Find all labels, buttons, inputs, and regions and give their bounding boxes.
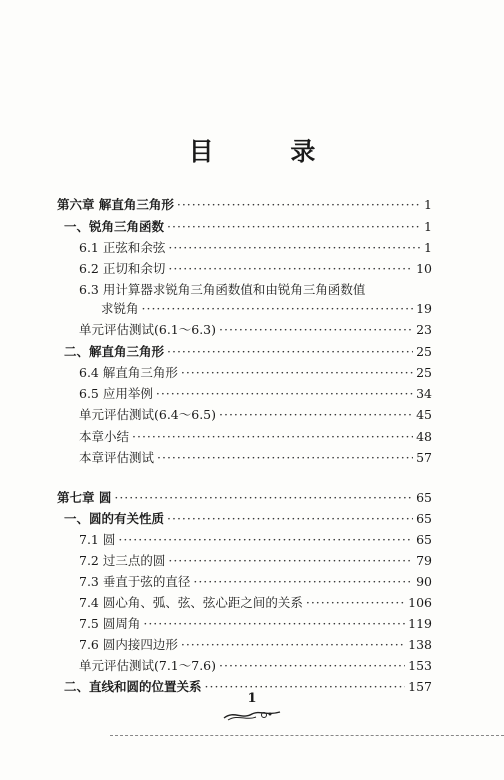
toc-entry-page: 65 <box>416 532 432 547</box>
toc-leader-dots <box>167 509 413 529</box>
toc-entry-page: 45 <box>416 407 432 422</box>
toc-entry-page: 23 <box>416 322 432 337</box>
toc-entry-page: 1 <box>424 219 432 234</box>
toc-entry-page: 79 <box>416 553 432 568</box>
toc-entry-page: 57 <box>416 450 432 465</box>
toc-leader-dots <box>181 363 413 383</box>
toc-entry <box>101 299 432 319</box>
toc-leader-dots <box>193 572 413 592</box>
toc-entry-page: 25 <box>416 365 432 380</box>
toc-leader-dots <box>168 551 413 571</box>
toc-entry-label: 二、直线和圆的位置关系 <box>64 679 202 694</box>
toc-entry-page: 90 <box>416 574 432 589</box>
toc-leader-dots <box>168 238 421 258</box>
toc-entry-page: 65 <box>416 511 432 526</box>
toc-entry-label: 一、圆的有关性质 <box>64 511 165 526</box>
toc-entry-label: 单元评估测试(7.1～7.6) <box>79 658 217 673</box>
toc-leader-dots <box>143 614 405 634</box>
toc-entry-page: 65 <box>416 490 432 505</box>
toc-entry <box>79 259 432 279</box>
toc-entry-page: 48 <box>416 429 432 444</box>
toc-leader-dots <box>167 217 421 237</box>
toc-leader-dots <box>142 299 414 319</box>
toc-entry <box>79 530 432 550</box>
footer-ornament-icon <box>222 706 282 722</box>
toc-entry-label: 7.6 圆内接四边形 <box>79 637 178 652</box>
toc-entry-label: 6.5 应用举例 <box>79 386 153 401</box>
toc-leader-dots <box>156 384 413 404</box>
toc-entry-page: 138 <box>408 637 432 652</box>
toc-entry <box>64 217 432 237</box>
toc-entry <box>79 280 432 300</box>
toc-entry-page: 19 <box>416 301 432 316</box>
toc-leader-dots <box>219 320 413 340</box>
toc-leader-dots <box>118 530 413 550</box>
toc-entry-page: 25 <box>416 344 432 359</box>
toc-entry-page: 34 <box>416 386 432 401</box>
toc-entry-label: 7.1 圆 <box>79 532 116 547</box>
toc-entry <box>79 427 432 447</box>
toc-leader-dots <box>132 427 413 447</box>
toc-entry-page: 153 <box>408 658 432 673</box>
toc-entry <box>79 320 432 340</box>
toc-leader-dots <box>114 488 413 508</box>
toc-entry-label: 7.2 过三点的圆 <box>79 553 166 568</box>
toc-entry-label: 第六章 解直角三角形 <box>57 197 174 212</box>
toc-entry <box>79 384 432 404</box>
page-title: 目 录 <box>188 137 350 166</box>
toc-leader-dots <box>167 342 413 362</box>
toc-entry <box>79 448 432 468</box>
toc-entry <box>64 342 432 362</box>
toc-entry-label: 单元评估测试(6.1～6.3) <box>79 322 217 337</box>
toc-entry-label: 本章小结 <box>79 429 130 444</box>
toc-entry <box>79 238 432 258</box>
toc-entry-page: 1 <box>424 197 432 212</box>
toc-entry <box>57 488 432 508</box>
toc-entry <box>79 405 432 425</box>
toc-entry-label: 6.2 正切和余切 <box>79 261 166 276</box>
toc-leader-dots <box>219 405 413 425</box>
toc-entry-label: 一、锐角三角函数 <box>64 219 165 234</box>
toc-entry <box>79 572 432 592</box>
toc-entry <box>64 509 432 529</box>
footer-page-number: 1 <box>247 691 257 706</box>
toc-entry <box>57 195 432 215</box>
toc-entry <box>79 656 432 676</box>
toc-entry-label: 第七章 圆 <box>57 490 112 505</box>
toc-entry-page: 1 <box>424 240 432 255</box>
toc-entry <box>79 593 432 613</box>
toc-entry-label: 二、解直角三角形 <box>64 344 165 359</box>
toc-entry-label: 本章评估测试 <box>79 450 155 465</box>
toc-entry <box>79 614 432 634</box>
toc-entry-page: 157 <box>408 679 432 694</box>
toc-entry-label: 6.1 正弦和余弦 <box>79 240 166 255</box>
toc-entry-label: 7.4 圆心角、弧、弦、弦心距之间的关系 <box>79 595 303 610</box>
toc-entry-page: 10 <box>416 261 432 276</box>
toc-leader-dots <box>219 656 405 676</box>
toc-entry-label: 单元评估测试(6.4～6.5) <box>79 407 217 422</box>
toc-leader-dots <box>168 259 413 279</box>
toc-entry-label: 6.3 用计算器求锐角三角函数值和由锐角三角函数值 <box>79 282 366 297</box>
toc-entry <box>79 363 432 383</box>
toc-entry-label: 7.5 圆周角 <box>79 616 141 631</box>
toc-leader-dots <box>181 635 405 655</box>
scan-edge-line <box>110 735 504 736</box>
toc-entry-label: 6.4 解直角三角形 <box>79 365 178 380</box>
toc-entry <box>79 635 432 655</box>
toc-leader-dots <box>177 195 421 215</box>
toc-entry <box>79 551 432 571</box>
toc-entry-label: 7.3 垂直于弦的直径 <box>79 574 191 589</box>
toc-entry-page: 106 <box>408 595 432 610</box>
toc-leader-dots <box>157 448 413 468</box>
toc-entry-label: 求锐角 <box>101 301 139 316</box>
toc-entry-page: 119 <box>408 616 432 631</box>
toc-leader-dots <box>306 593 405 613</box>
